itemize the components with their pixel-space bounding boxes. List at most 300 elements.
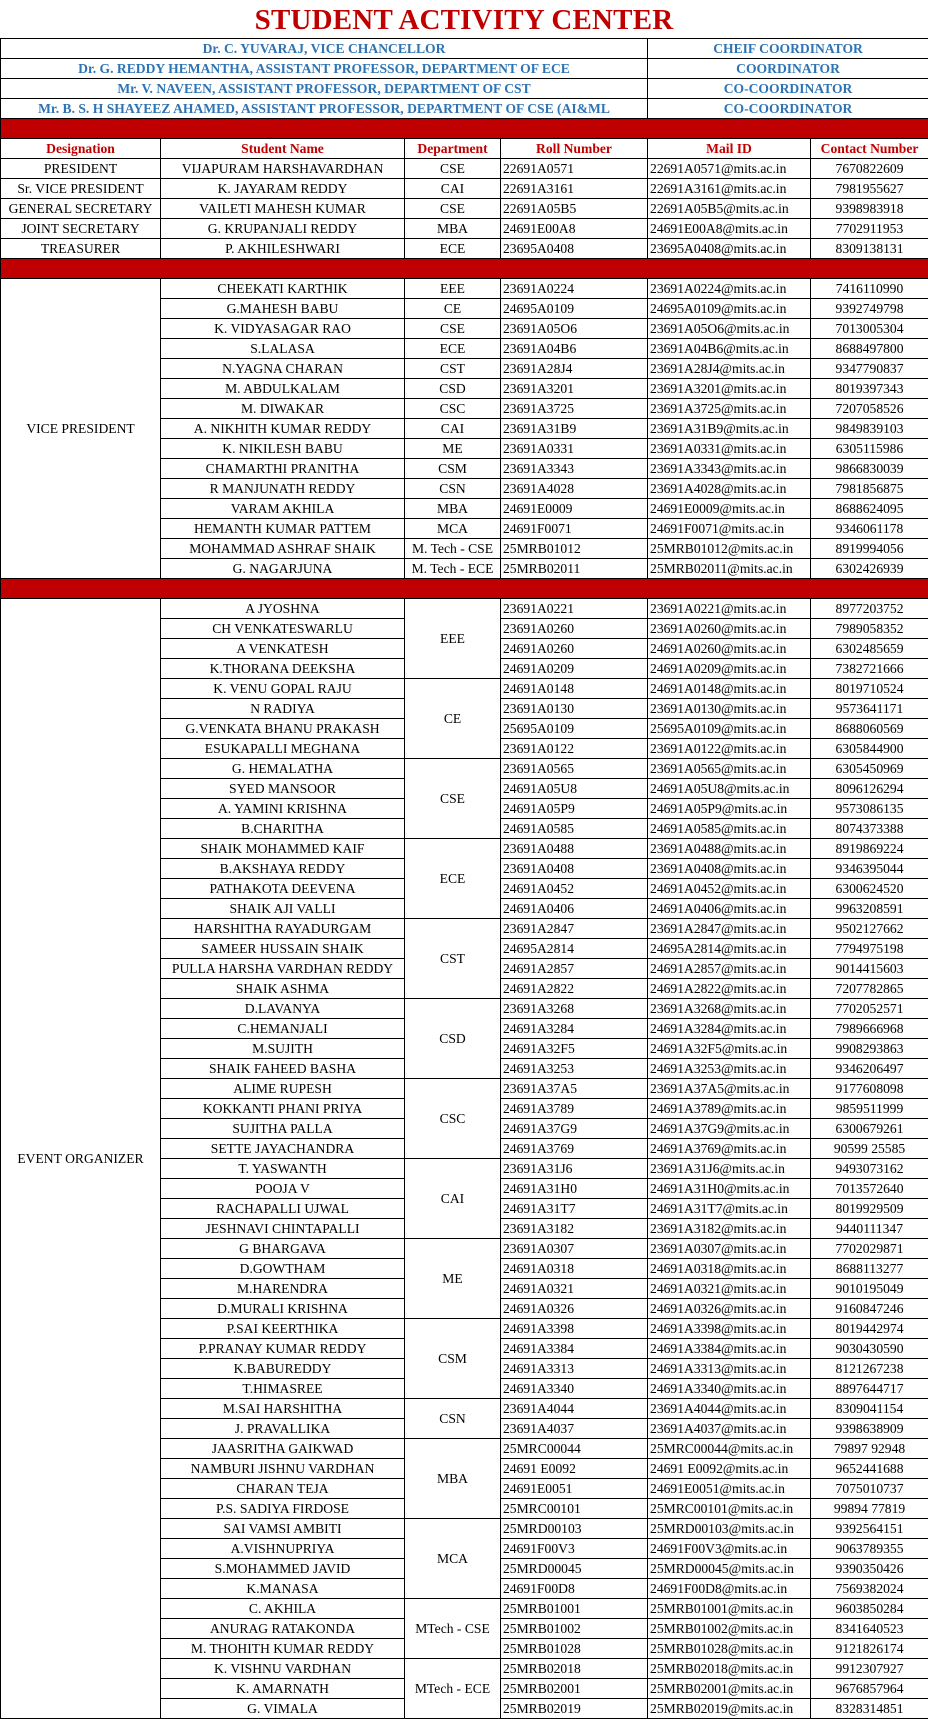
student-name-cell: MOHAMMAD ASHRAF SHAIK [161, 539, 405, 559]
roll-number-cell: 24695A0109 [501, 299, 648, 319]
student-name-cell: A. NIKHITH KUMAR REDDY [161, 419, 405, 439]
roll-number-cell: 25MRB02019 [501, 1699, 648, 1719]
mail-id-cell: 25MRB01001@mits.ac.in [648, 1599, 811, 1619]
roll-number-cell: 24695A2814 [501, 939, 648, 959]
designation-cell: EVENT ORGANIZER [1, 599, 161, 1719]
student-name-cell: P.SAI KEERTHIKA [161, 1319, 405, 1339]
contact-number-cell: 9346061178 [811, 519, 928, 539]
student-name-cell: T. YASWANTH [161, 1159, 405, 1179]
student-name-cell: R MANJUNATH REDDY [161, 479, 405, 499]
department-cell: MTech - ECE [405, 1659, 501, 1719]
contact-number-cell: 9866830039 [811, 459, 928, 479]
contact-number-cell: 7013572640 [811, 1179, 928, 1199]
staff-role: CO-COORDINATOR [648, 79, 928, 99]
staff-name: Dr. G. REDDY HEMANTHA, ASSISTANT PROFESSOR, DEPARTMENT OF ECE [1, 59, 648, 79]
department-cell: CAI [405, 179, 501, 199]
mail-id-cell: 24691A05P9@mits.ac.in [648, 799, 811, 819]
student-name-cell: A JYOSHNA [161, 599, 405, 619]
mail-id-cell: 24691A3789@mits.ac.in [648, 1099, 811, 1119]
student-name-cell: K. VENU GOPAL RAJU [161, 679, 405, 699]
contact-number-cell: 9347790837 [811, 359, 928, 379]
roll-number-cell: 24691F00V3 [501, 1539, 648, 1559]
department-cell: M. Tech - ECE [405, 559, 501, 579]
roll-number-cell: 23691A04B6 [501, 339, 648, 359]
staff-name: Dr. C. YUVARAJ, VICE CHANCELLOR [1, 39, 648, 59]
student-name-cell: CH VENKATESWARLU [161, 619, 405, 639]
roll-number-cell: 23691A0565 [501, 759, 648, 779]
roll-number-cell: 24691A37G9 [501, 1119, 648, 1139]
contact-number-cell: 6302426939 [811, 559, 928, 579]
student-name-cell: B.CHARITHA [161, 819, 405, 839]
staff-row [1, 39, 928, 59]
table-row [1, 279, 928, 299]
mail-id-cell: 23691A31J6@mits.ac.in [648, 1159, 811, 1179]
student-name-cell: T.HIMASREE [161, 1379, 405, 1399]
contact-number-cell: 7207782865 [811, 979, 928, 999]
roll-number-cell: 24691A0406 [501, 899, 648, 919]
roll-number-cell: 24691A0452 [501, 879, 648, 899]
roll-number-cell: 25695A0109 [501, 719, 648, 739]
mail-id-cell: 25MRB02019@mits.ac.in [648, 1699, 811, 1719]
contact-number-cell: 9177608098 [811, 1079, 928, 1099]
student-name-cell: K. NIKILESH BABU [161, 439, 405, 459]
column-header: Contact Number [811, 139, 928, 159]
department-cell: MTech - CSE [405, 1599, 501, 1659]
roll-number-cell: 24691A0326 [501, 1299, 648, 1319]
roll-number-cell: 24691E00A8 [501, 219, 648, 239]
contact-number-cell: 9573641171 [811, 699, 928, 719]
contact-number-cell: 9676857964 [811, 1679, 928, 1699]
student-name-cell: JAASRITHA GAIKWAD [161, 1439, 405, 1459]
roll-number-cell: 24691F0071 [501, 519, 648, 539]
contact-number-cell: 9346206497 [811, 1059, 928, 1079]
student-name-cell: HARSHITHA RAYADURGAM [161, 919, 405, 939]
mail-id-cell: 24691A0585@mits.ac.in [648, 819, 811, 839]
mail-id-cell: 22691A3161@mits.ac.in [648, 179, 811, 199]
department-cell: CSC [405, 399, 501, 419]
contact-number-cell: 9652441688 [811, 1459, 928, 1479]
contact-number-cell: 8121267238 [811, 1359, 928, 1379]
mail-id-cell: 24691A3253@mits.ac.in [648, 1059, 811, 1079]
mail-id-cell: 24691F00V3@mits.ac.in [648, 1539, 811, 1559]
department-cell: ECE [405, 339, 501, 359]
student-name-cell: CHEEKATI KARTHIK [161, 279, 405, 299]
roll-number-cell: 25MRB02018 [501, 1659, 648, 1679]
student-name-cell: M. THOHITH KUMAR REDDY [161, 1639, 405, 1659]
student-name-cell: K. VISHNU VARDHAN [161, 1659, 405, 1679]
contact-number-cell: 6305450969 [811, 759, 928, 779]
designation-cell: Sr. VICE PRESIDENT [1, 179, 161, 199]
column-header: Student Name [161, 139, 405, 159]
roll-number-cell: 25MRB02001 [501, 1679, 648, 1699]
mail-id-cell: 24691E0051@mits.ac.in [648, 1479, 811, 1499]
mail-id-cell: 23691A0224@mits.ac.in [648, 279, 811, 299]
student-name-cell: VAILETI MAHESH KUMAR [161, 199, 405, 219]
student-name-cell: G.MAHESH BABU [161, 299, 405, 319]
contact-number-cell: 7075010737 [811, 1479, 928, 1499]
department-cell: CST [405, 359, 501, 379]
mail-id-cell: 24691A0321@mits.ac.in [648, 1279, 811, 1299]
roll-number-cell: 24691A3313 [501, 1359, 648, 1379]
mail-id-cell: 23691A04B6@mits.ac.in [648, 339, 811, 359]
student-name-cell: M.SUJITH [161, 1039, 405, 1059]
mail-id-cell: 23691A0260@mits.ac.in [648, 619, 811, 639]
roll-number-cell: 23691A05O6 [501, 319, 648, 339]
contact-number-cell: 9390350426 [811, 1559, 928, 1579]
staff-role: COORDINATOR [648, 59, 928, 79]
contact-number-cell: 79897 92948 [811, 1439, 928, 1459]
roll-number-cell: 24691E0009 [501, 499, 648, 519]
roll-number-cell: 24691A0260 [501, 639, 648, 659]
mail-id-cell: 23691A0488@mits.ac.in [648, 839, 811, 859]
student-name-cell: M.SAI HARSHITHA [161, 1399, 405, 1419]
mail-id-cell: 23691A3343@mits.ac.in [648, 459, 811, 479]
contact-number-cell: 9160847246 [811, 1299, 928, 1319]
department-cell: CAI [405, 419, 501, 439]
student-name-cell: SUJITHA PALLA [161, 1119, 405, 1139]
roll-number-cell: 24691A0209 [501, 659, 648, 679]
mail-id-cell: 25MRC00101@mits.ac.in [648, 1499, 811, 1519]
mail-id-cell: 24691 E0092@mits.ac.in [648, 1459, 811, 1479]
contact-number-cell: 9963208591 [811, 899, 928, 919]
student-name-cell: VIJAPURAM HARSHAVARDHAN [161, 159, 405, 179]
roll-number-cell: 25MRB01028 [501, 1639, 648, 1659]
mail-id-cell: 23691A3725@mits.ac.in [648, 399, 811, 419]
department-cell: CSD [405, 999, 501, 1079]
roll-number-cell: 24691A2857 [501, 959, 648, 979]
section-divider [1, 119, 928, 139]
department-cell: CSE [405, 319, 501, 339]
mail-id-cell: 24691A3340@mits.ac.in [648, 1379, 811, 1399]
contact-number-cell: 7013005304 [811, 319, 928, 339]
student-name-cell: A. YAMINI KRISHNA [161, 799, 405, 819]
student-name-cell: PATHAKOTA DEEVENA [161, 879, 405, 899]
mail-id-cell: 24691A0318@mits.ac.in [648, 1259, 811, 1279]
student-name-cell: SAI VAMSI AMBITI [161, 1519, 405, 1539]
contact-number-cell: 9346395044 [811, 859, 928, 879]
contact-number-cell: 8019929509 [811, 1199, 928, 1219]
roster-table [0, 38, 928, 1719]
mail-id-cell: 24691A0406@mits.ac.in [648, 899, 811, 919]
staff-name: Mr. V. NAVEEN, ASSISTANT PROFESSOR, DEPARTMENT OF CST [1, 79, 648, 99]
contact-number-cell: 8019710524 [811, 679, 928, 699]
contact-number-cell: 9030430590 [811, 1339, 928, 1359]
roll-number-cell: 24691A31H0 [501, 1179, 648, 1199]
roll-number-cell: 23691A0122 [501, 739, 648, 759]
roll-number-cell: 25MRB02011 [501, 559, 648, 579]
student-name-cell: N.YAGNA CHARAN [161, 359, 405, 379]
contact-number-cell: 9502127662 [811, 919, 928, 939]
mail-id-cell: 25MRB01002@mits.ac.in [648, 1619, 811, 1639]
roll-number-cell: 23691A0260 [501, 619, 648, 639]
mail-id-cell: 22691A05B5@mits.ac.in [648, 199, 811, 219]
staff-name: Mr. B. S. H SHAYEEZ AHAMED, ASSISTANT PROFESSOR, DEPARTMENT OF CSE (AI&ML [1, 99, 648, 119]
contact-number-cell: 7569382024 [811, 1579, 928, 1599]
table-row [1, 159, 928, 179]
mail-id-cell: 24691A32F5@mits.ac.in [648, 1039, 811, 1059]
student-name-cell: J. PRAVALLIKA [161, 1419, 405, 1439]
contact-number-cell: 9493073162 [811, 1159, 928, 1179]
student-name-cell: D.LAVANYA [161, 999, 405, 1019]
student-name-cell: P.PRANAY KUMAR REDDY [161, 1339, 405, 1359]
contact-number-cell: 7207058526 [811, 399, 928, 419]
department-cell: CSE [405, 759, 501, 839]
student-name-cell: SHAIK MOHAMMED KAIF [161, 839, 405, 859]
contact-number-cell: 8096126294 [811, 779, 928, 799]
department-cell: CSE [405, 199, 501, 219]
roll-number-cell: 25MRC00101 [501, 1499, 648, 1519]
student-name-cell: K.THORANA DEEKSHA [161, 659, 405, 679]
student-name-cell: KOKKANTI PHANI PRIYA [161, 1099, 405, 1119]
department-cell: CSE [405, 159, 501, 179]
designation-cell: VICE PRESIDENT [1, 279, 161, 579]
contact-number-cell: 9603850284 [811, 1599, 928, 1619]
roll-number-cell: 24691A2822 [501, 979, 648, 999]
mail-id-cell: 24691A3769@mits.ac.in [648, 1139, 811, 1159]
contact-number-cell: 9398983918 [811, 199, 928, 219]
roll-number-cell: 24691A3284 [501, 1019, 648, 1039]
student-name-cell: VARAM AKHILA [161, 499, 405, 519]
contact-number-cell: 9440111347 [811, 1219, 928, 1239]
department-cell: M. Tech - CSE [405, 539, 501, 559]
contact-number-cell: 6300679261 [811, 1119, 928, 1139]
roll-number-cell: 24691A0585 [501, 819, 648, 839]
roll-number-cell: 23691A3343 [501, 459, 648, 479]
student-name-cell: G. KRUPANJALI REDDY [161, 219, 405, 239]
roll-number-cell: 24691A0318 [501, 1259, 648, 1279]
roll-number-cell: 24691A05U8 [501, 779, 648, 799]
roll-number-cell: 23691A0331 [501, 439, 648, 459]
divider-cell [1, 259, 928, 279]
mail-id-cell: 23691A2847@mits.ac.in [648, 919, 811, 939]
student-name-cell: HEMANTH KUMAR PATTEM [161, 519, 405, 539]
student-name-cell: G. HEMALATHA [161, 759, 405, 779]
contact-number-cell: 8309138131 [811, 239, 928, 259]
contact-number-cell: 7981856875 [811, 479, 928, 499]
department-cell: ECE [405, 839, 501, 919]
contact-number-cell: 8074373388 [811, 819, 928, 839]
roll-number-cell: 24691A32F5 [501, 1039, 648, 1059]
mail-id-cell: 23695A0408@mits.ac.in [648, 239, 811, 259]
student-name-cell: S.MOHAMMED JAVID [161, 1559, 405, 1579]
header-row [1, 139, 928, 159]
student-name-cell: A VENKATESH [161, 639, 405, 659]
mail-id-cell: 25MRB02001@mits.ac.in [648, 1679, 811, 1699]
contact-number-cell: 9398638909 [811, 1419, 928, 1439]
contact-number-cell: 9849839103 [811, 419, 928, 439]
designation-cell: PRESIDENT [1, 159, 161, 179]
department-cell: CSN [405, 479, 501, 499]
department-cell: CSN [405, 1399, 501, 1439]
mail-id-cell: 23691A0122@mits.ac.in [648, 739, 811, 759]
contact-number-cell: 9121826174 [811, 1639, 928, 1659]
column-header: Roll Number [501, 139, 648, 159]
contact-number-cell: 8919869224 [811, 839, 928, 859]
student-name-cell: P.S. SADIYA FIRDOSE [161, 1499, 405, 1519]
mail-id-cell: 23691A0565@mits.ac.in [648, 759, 811, 779]
contact-number-cell: 7702052571 [811, 999, 928, 1019]
department-cell: CAI [405, 1159, 501, 1239]
staff-row [1, 99, 928, 119]
mail-id-cell: 23691A3268@mits.ac.in [648, 999, 811, 1019]
mail-id-cell: 23691A3182@mits.ac.in [648, 1219, 811, 1239]
roll-number-cell: 23691A0130 [501, 699, 648, 719]
roll-number-cell: 24691A3384 [501, 1339, 648, 1359]
mail-id-cell: 24691A31H0@mits.ac.in [648, 1179, 811, 1199]
roll-number-cell: 22691A3161 [501, 179, 648, 199]
student-name-cell: M. DIWAKAR [161, 399, 405, 419]
mail-id-cell: 23691A0408@mits.ac.in [648, 859, 811, 879]
mail-id-cell: 24691E0009@mits.ac.in [648, 499, 811, 519]
mail-id-cell: 24691A0260@mits.ac.in [648, 639, 811, 659]
student-name-cell: PULLA HARSHA VARDHAN REDDY [161, 959, 405, 979]
roll-number-cell: 23691A3201 [501, 379, 648, 399]
department-cell: CST [405, 919, 501, 999]
student-name-cell: M. ABDULKALAM [161, 379, 405, 399]
student-name-cell: K.MANASA [161, 1579, 405, 1599]
roll-number-cell: 23695A0408 [501, 239, 648, 259]
student-name-cell: CHAMARTHI PRANITHA [161, 459, 405, 479]
contact-number-cell: 9392749798 [811, 299, 928, 319]
staff-row [1, 59, 928, 79]
column-header: Designation [1, 139, 161, 159]
mail-id-cell: 23691A0331@mits.ac.in [648, 439, 811, 459]
section-divider [1, 259, 928, 279]
mail-id-cell: 24691F0071@mits.ac.in [648, 519, 811, 539]
department-cell: ECE [405, 239, 501, 259]
mail-id-cell: 24691A0209@mits.ac.in [648, 659, 811, 679]
mail-id-cell: 23691A4044@mits.ac.in [648, 1399, 811, 1419]
department-cell: MBA [405, 219, 501, 239]
roll-number-cell: 23691A4037 [501, 1419, 648, 1439]
roll-number-cell: 23691A4044 [501, 1399, 648, 1419]
department-cell: MCA [405, 1519, 501, 1599]
roll-number-cell: 23691A31B9 [501, 419, 648, 439]
mail-id-cell: 24691E00A8@mits.ac.in [648, 219, 811, 239]
student-name-cell: G.VENKATA BHANU PRAKASH [161, 719, 405, 739]
roll-number-cell: 25MRB01012 [501, 539, 648, 559]
contact-number-cell: 8341640523 [811, 1619, 928, 1639]
department-cell: ME [405, 439, 501, 459]
department-cell: MBA [405, 499, 501, 519]
mail-id-cell: 24691A3313@mits.ac.in [648, 1359, 811, 1379]
department-cell: EEE [405, 599, 501, 679]
table-row [1, 219, 928, 239]
mail-id-cell: 25MRB02018@mits.ac.in [648, 1659, 811, 1679]
contact-number-cell: 8688624095 [811, 499, 928, 519]
roll-number-cell: 23691A0408 [501, 859, 648, 879]
contact-number-cell: 8328314851 [811, 1699, 928, 1719]
divider-cell [1, 119, 928, 139]
student-name-cell: G. VIMALA [161, 1699, 405, 1719]
staff-role: CO-COORDINATOR [648, 99, 928, 119]
contact-number-cell: 8977203752 [811, 599, 928, 619]
student-name-cell: SETTE JAYACHANDRA [161, 1139, 405, 1159]
roll-number-cell: 24691A3253 [501, 1059, 648, 1079]
student-name-cell: K. JAYARAM REDDY [161, 179, 405, 199]
table-row [1, 179, 928, 199]
sheet-title: STUDENT ACTIVITY CENTER [0, 0, 928, 38]
student-name-cell: SHAIK AJI VALLI [161, 899, 405, 919]
section-divider [1, 579, 928, 599]
roll-number-cell: 23691A0224 [501, 279, 648, 299]
contact-number-cell: 6302485659 [811, 639, 928, 659]
roll-number-cell: 23691A2847 [501, 919, 648, 939]
roll-number-cell: 23691A0221 [501, 599, 648, 619]
mail-id-cell: 24691A0452@mits.ac.in [648, 879, 811, 899]
roll-number-cell: 23691A0307 [501, 1239, 648, 1259]
contact-number-cell: 9014415603 [811, 959, 928, 979]
contact-number-cell: 90599 25585 [811, 1139, 928, 1159]
student-name-cell: ESUKAPALLI MEGHANA [161, 739, 405, 759]
table-row [1, 599, 928, 619]
mail-id-cell: 24691A3384@mits.ac.in [648, 1339, 811, 1359]
roll-number-cell: 23691A37A5 [501, 1079, 648, 1099]
roll-number-cell: 22691A05B5 [501, 199, 648, 219]
mail-id-cell: 24695A0109@mits.ac.in [648, 299, 811, 319]
student-name-cell: N RADIYA [161, 699, 405, 719]
mail-id-cell: 23691A31B9@mits.ac.in [648, 419, 811, 439]
department-cell: CSM [405, 1319, 501, 1399]
student-name-cell: K.BABUREDDY [161, 1359, 405, 1379]
student-name-cell: SHAIK FAHEED BASHA [161, 1059, 405, 1079]
contact-number-cell: 7794975198 [811, 939, 928, 959]
contact-number-cell: 8309041154 [811, 1399, 928, 1419]
student-name-cell: K. VIDYASAGAR RAO [161, 319, 405, 339]
contact-number-cell: 8019397343 [811, 379, 928, 399]
contact-number-cell: 8688060569 [811, 719, 928, 739]
mail-id-cell: 23691A0221@mits.ac.in [648, 599, 811, 619]
roll-number-cell: 25MRB01001 [501, 1599, 648, 1619]
student-name-cell: M.HARENDRA [161, 1279, 405, 1299]
roll-number-cell: 24691F00D8 [501, 1579, 648, 1599]
department-cell: CE [405, 299, 501, 319]
contact-number-cell: 8688113277 [811, 1259, 928, 1279]
roll-number-cell: 23691A3268 [501, 999, 648, 1019]
student-name-cell: P. AKHILESHWARI [161, 239, 405, 259]
contact-number-cell: 9912307927 [811, 1659, 928, 1679]
student-name-cell: SHAIK ASHMA [161, 979, 405, 999]
contact-number-cell: 6305844900 [811, 739, 928, 759]
department-cell: CSC [405, 1079, 501, 1159]
roll-number-cell: 24691A31T7 [501, 1199, 648, 1219]
mail-id-cell: 24691A3284@mits.ac.in [648, 1019, 811, 1039]
roll-number-cell: 23691A4028 [501, 479, 648, 499]
mail-id-cell: 24691A0326@mits.ac.in [648, 1299, 811, 1319]
mail-id-cell: 23691A0130@mits.ac.in [648, 699, 811, 719]
student-name-cell: C.HEMANJALI [161, 1019, 405, 1039]
designation-cell: JOINT SECRETARY [1, 219, 161, 239]
contact-number-cell: 99894 77819 [811, 1499, 928, 1519]
mail-id-cell: 24691A3398@mits.ac.in [648, 1319, 811, 1339]
staff-role: CHEIF COORDINATOR [648, 39, 928, 59]
table-row [1, 199, 928, 219]
student-name-cell: RACHAPALLI UJWAL [161, 1199, 405, 1219]
mail-id-cell: 22691A0571@mits.ac.in [648, 159, 811, 179]
student-name-cell: S.LALASA [161, 339, 405, 359]
roll-number-cell: 24691A3769 [501, 1139, 648, 1159]
mail-id-cell: 25MRB01028@mits.ac.in [648, 1639, 811, 1659]
contact-number-cell: 9392564151 [811, 1519, 928, 1539]
column-header: Mail ID [648, 139, 811, 159]
student-name-cell: SAMEER HUSSAIN SHAIK [161, 939, 405, 959]
roll-number-cell: 24691A05P9 [501, 799, 648, 819]
contact-number-cell: 7702911953 [811, 219, 928, 239]
designation-cell: TREASURER [1, 239, 161, 259]
student-name-cell: G. NAGARJUNA [161, 559, 405, 579]
mail-id-cell: 23691A28J4@mits.ac.in [648, 359, 811, 379]
mail-id-cell: 25MRC00044@mits.ac.in [648, 1439, 811, 1459]
